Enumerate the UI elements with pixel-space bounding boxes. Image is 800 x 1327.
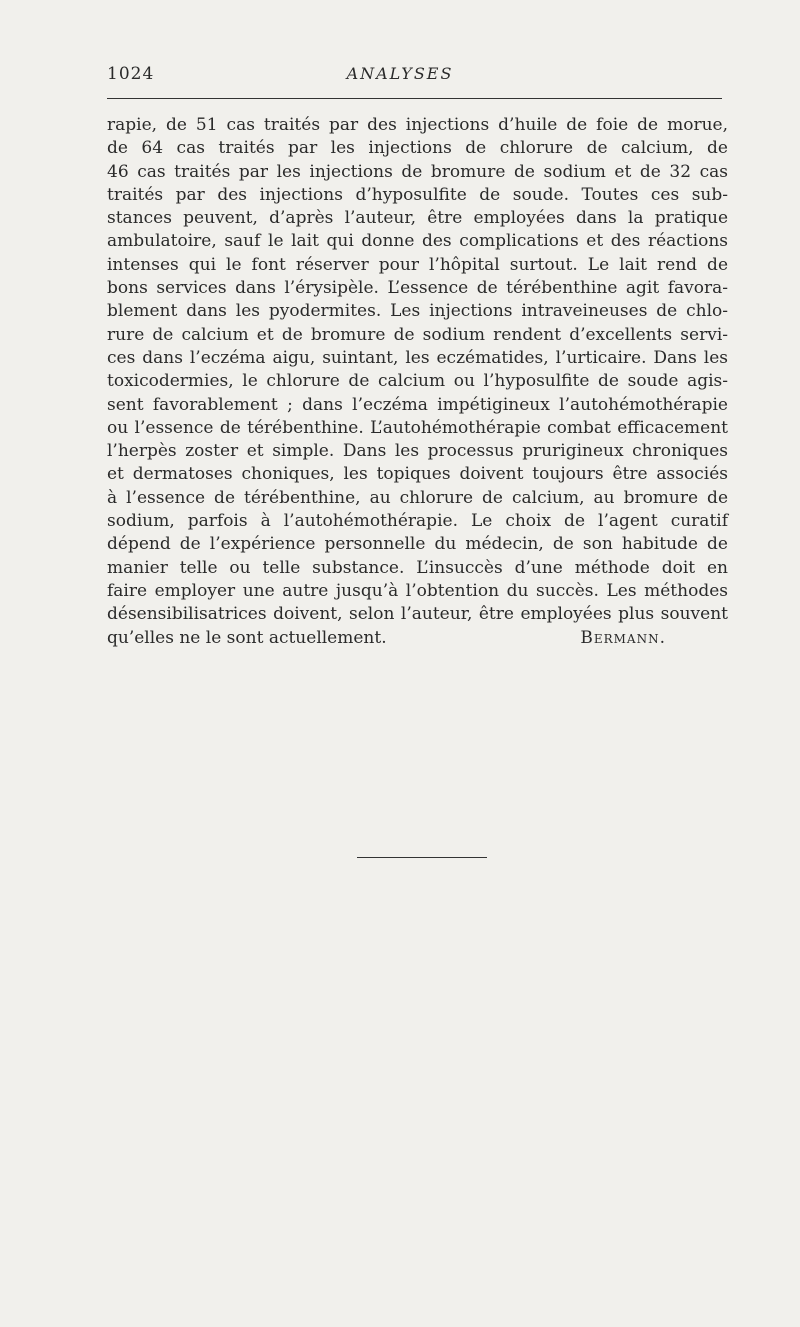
running-title: ANALYSES	[346, 64, 454, 83]
text-line: faire employer une autre jusqu’à l’obtention du succès. Les méthodes	[107, 580, 728, 601]
text-line: de 64 cas traités par les injections de chlorure de calcium, de	[107, 138, 728, 159]
page-number: 1024	[107, 64, 155, 84]
text-line: rapie, de 51 cas traités par des injections d’huile de foie de morue,	[107, 115, 728, 135]
text-line: toxicodermies, le chlorure de calcium ou l’hyposulfite de soude agis-	[107, 371, 728, 392]
last-line	[107, 627, 728, 650]
text-line: ou l’essence de térébenthine. L’autohémothérapie combat efficacement	[107, 417, 728, 438]
text-line: rure de calcium et de bromure de sodium rendent d’excellents servi-	[107, 324, 728, 345]
text-line: intenses qui le font réserver pour l’hôpital surtout. Le lait rend de	[107, 254, 728, 275]
text-line: désensibilisatrices doivent, selon l’auteur, être employées plus souvent	[107, 604, 728, 625]
header-rule	[107, 98, 722, 99]
text-line: bons services dans l’érysipèle. L’essence de térébenthine agit favora-	[107, 278, 728, 299]
text-line: dépend de l’expérience personnelle du médecin, de son habitude de	[107, 534, 728, 555]
closing-text: qu’elles ne le sont actuellement.	[107, 627, 387, 648]
text-line: ces dans l’eczéma aigu, suintant, les eczématides, l’urticaire. Dans les	[107, 347, 728, 368]
text-line: traités par des injections d’hyposulfite de soude. Toutes ces sub-	[107, 184, 728, 205]
text-line: ambulatoire, sauf le lait qui donne des complications et des réactions	[107, 231, 728, 252]
article-body	[107, 114, 728, 650]
text-line: sodium, parfois à l’autohémothérapie. Le choix de l’agent curatif	[107, 511, 728, 532]
text-line: stances peuvent, d’après l’auteur, être employées dans la pratique	[107, 208, 728, 229]
author-signature: Bermann.	[580, 627, 666, 648]
text-line: l’herpès zoster et simple. Dans les processus prurigineux chroniques	[107, 441, 728, 462]
text-line: manier telle ou telle substance. L’insuccès d’une méthode doit en	[107, 557, 728, 578]
text-line: blement dans les pyodermites. Les injections intraveineuses de chlo-	[107, 301, 728, 322]
text-line: 46 cas traités par les injections de bromure de sodium et de 32 cas	[107, 161, 728, 182]
section-end-rule	[357, 857, 487, 858]
text-line: sent favorablement ; dans l’eczéma impétigineux l’autohémothérapie	[107, 394, 728, 415]
text-line: à l’essence de térébenthine, au chlorure de calcium, au bromure de	[107, 487, 728, 508]
text-line: et dermatoses choniques, les topiques doivent toujours être associés	[107, 464, 728, 485]
